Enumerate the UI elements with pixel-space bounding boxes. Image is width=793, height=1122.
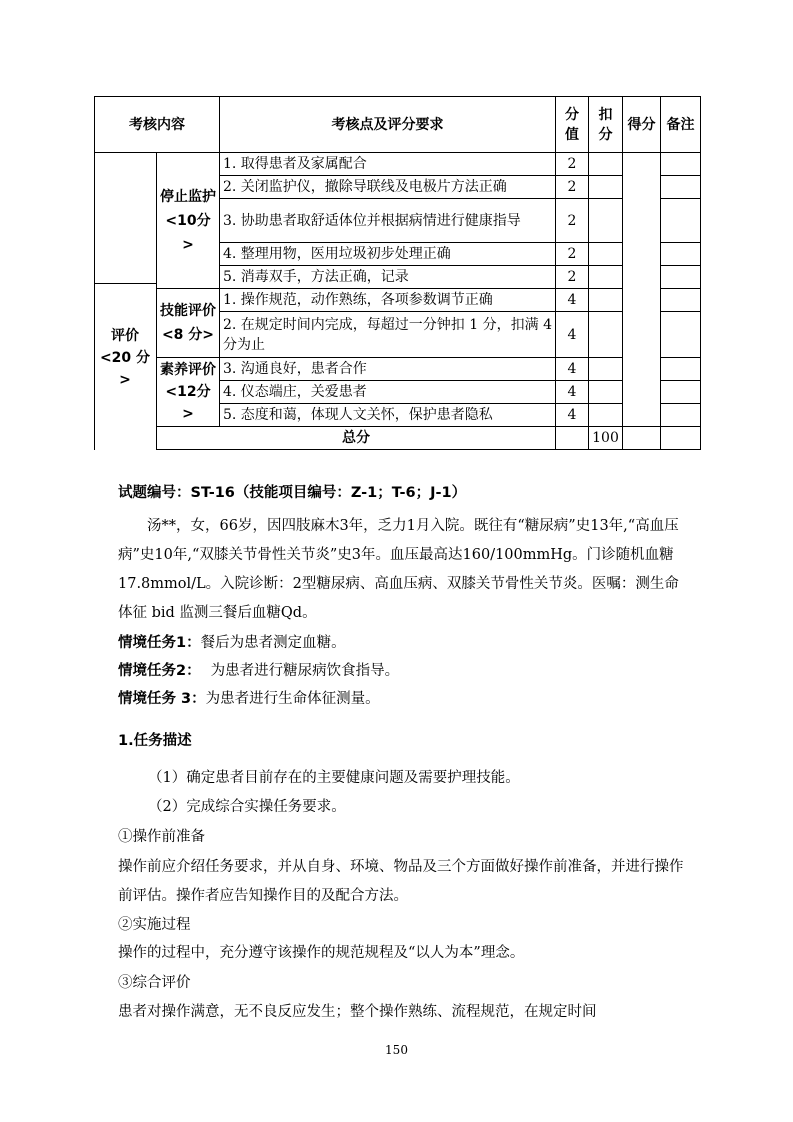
- header-note: 备注: [661, 97, 701, 153]
- deduct-cell: [589, 199, 623, 243]
- row-text: 4. 整理用物，医用垃圾初步处理正确: [220, 243, 556, 266]
- note-cell: [661, 404, 701, 427]
- row-score: 4: [556, 358, 589, 381]
- row-text: 2. 在规定时间内完成，每超过一分钟扣 1 分，扣满 4 分为止: [220, 312, 556, 358]
- row-text: 5. 态度和蔼，体现人文关怀，保护患者隐私: [220, 404, 556, 427]
- task-2: [118, 660, 684, 682]
- sub-3-text: 患者对操作满意，无不良反应发生；整个操作熟练、流程规范，在规定时间: [118, 1004, 597, 1020]
- note-cell: [661, 358, 701, 381]
- desc-2: （2）完成综合实操任务要求。: [148, 799, 346, 815]
- deduct-cell: [589, 289, 623, 312]
- item-number: 试题编号：ST-16（技能项目编号：Z-1；T-6；J-1）: [118, 485, 467, 501]
- deduct-cell: [589, 153, 623, 176]
- task-1: [118, 632, 684, 654]
- deduct-cell: [589, 176, 623, 199]
- deduct-cell: [589, 381, 623, 404]
- task-1-text: 餐后为患者测定血糖。: [200, 635, 346, 651]
- row-text: 1. 操作规范，动作熟练，各项参数调节正确: [220, 289, 556, 312]
- table-header-row: [95, 97, 701, 153]
- row-text: 5. 消毒双手，方法正确，记录: [220, 266, 556, 289]
- group-divider: [94, 283, 157, 284]
- task-2-text: 为患者进行糖尿病饮食指导。: [210, 663, 400, 679]
- sub-1-text: 操作前应介绍任务要求，并从自身、环境、物品及三个方面做好操作前准备，并进行操作前评估。操作者应告知操作目的及配合方法。: [118, 859, 684, 904]
- group-eval-outer-top: [95, 153, 157, 450]
- row-text: 4. 仪态端庄，关爱患者: [220, 381, 556, 404]
- note-cell: [661, 289, 701, 312]
- desc-1: （1）确定患者目前存在的主要健康问题及需要护理技能。: [148, 770, 520, 786]
- note-cell: [661, 176, 701, 199]
- deduct-cell: [589, 266, 623, 289]
- total-score: 100: [589, 427, 623, 450]
- note-cell: [661, 381, 701, 404]
- deduct-cell: [623, 427, 661, 450]
- task-3: [118, 688, 684, 710]
- task-1-label: 情境任务1：: [118, 635, 201, 651]
- note-cell: [661, 153, 701, 176]
- note-cell: [661, 243, 701, 266]
- row-text: 3. 协助患者取舒适体位并根据病情进行健康指导: [220, 199, 556, 243]
- sub-3-title: ③综合评价: [118, 975, 191, 991]
- note-cell: [661, 266, 701, 289]
- row-score: 2: [556, 243, 589, 266]
- deduct-cell: [589, 358, 623, 381]
- sub-2-title: ②实施过程: [118, 917, 191, 933]
- table-row: [95, 153, 701, 176]
- total-label: 总分: [157, 427, 556, 450]
- table-row: [95, 289, 701, 312]
- row-score: 4: [556, 312, 589, 358]
- deduct-cell: [589, 404, 623, 427]
- row-text: 3. 沟通良好，患者合作: [220, 358, 556, 381]
- sub-2-text: 操作的过程中，充分遵守该操作的规范规程及“以人为本”理念。: [118, 945, 525, 961]
- note-cell: [661, 312, 701, 358]
- get-cell: [661, 427, 701, 450]
- quality-eval-label: 素养评价<12分>: [157, 358, 220, 427]
- deduct-cell: [589, 312, 623, 358]
- row-text: 2. 关闭监护仪，撤除导联线及电极片方法正确: [220, 176, 556, 199]
- sub-1-title: ①操作前准备: [118, 829, 205, 845]
- header-deduct: 扣分: [589, 97, 623, 153]
- row-score: 4: [556, 381, 589, 404]
- header-content: 考核内容: [95, 97, 220, 153]
- section-title: 1.任务描述: [118, 733, 192, 749]
- row-score: 2: [556, 199, 589, 243]
- group-stop-label: 停止监护<10分>: [157, 153, 220, 289]
- row-score: 2: [556, 176, 589, 199]
- header-get: 得分: [623, 97, 661, 153]
- row-score: 4: [556, 404, 589, 427]
- page-number: 150: [385, 1043, 408, 1057]
- scoring-table: [94, 96, 701, 450]
- table-total-row: [95, 427, 701, 450]
- get-cell: [623, 153, 661, 427]
- row-text: 1. 取得患者及家属配合: [220, 153, 556, 176]
- note-cell: [661, 199, 701, 243]
- deduct-cell: [589, 243, 623, 266]
- row-score: 4: [556, 289, 589, 312]
- task-2-label: 情境任务2：: [118, 663, 201, 679]
- skill-eval-label: 技能评价<8 分>: [157, 289, 220, 358]
- row-score: 2: [556, 266, 589, 289]
- row-score: 2: [556, 153, 589, 176]
- total-empty-cell: [556, 427, 589, 450]
- header-points: 考核点及评分要求: [220, 97, 556, 153]
- task-3-text: 为患者进行生命体征测量。: [205, 691, 380, 707]
- case-description: 汤**，女，66岁，因四肢麻木3年，乏力1月入院。既往有“糖尿病”史13年,“高血压病”史10年,“双膝关节骨性关节炎”史3年。血压最高达160/100mmHg。门诊随机血糖17.8mmol/L。入院诊断：2型糖尿病、高血压病、双膝关节骨性关节炎。医嘱：测生命体征 bid 监测三餐后血糖Qd。: [118, 518, 679, 621]
- task-3-label: 情境任务 3：: [118, 691, 206, 707]
- group-eval-label: 评价<20 分>: [96, 325, 154, 391]
- header-score: 分值: [556, 97, 589, 153]
- table-row: [95, 358, 701, 381]
